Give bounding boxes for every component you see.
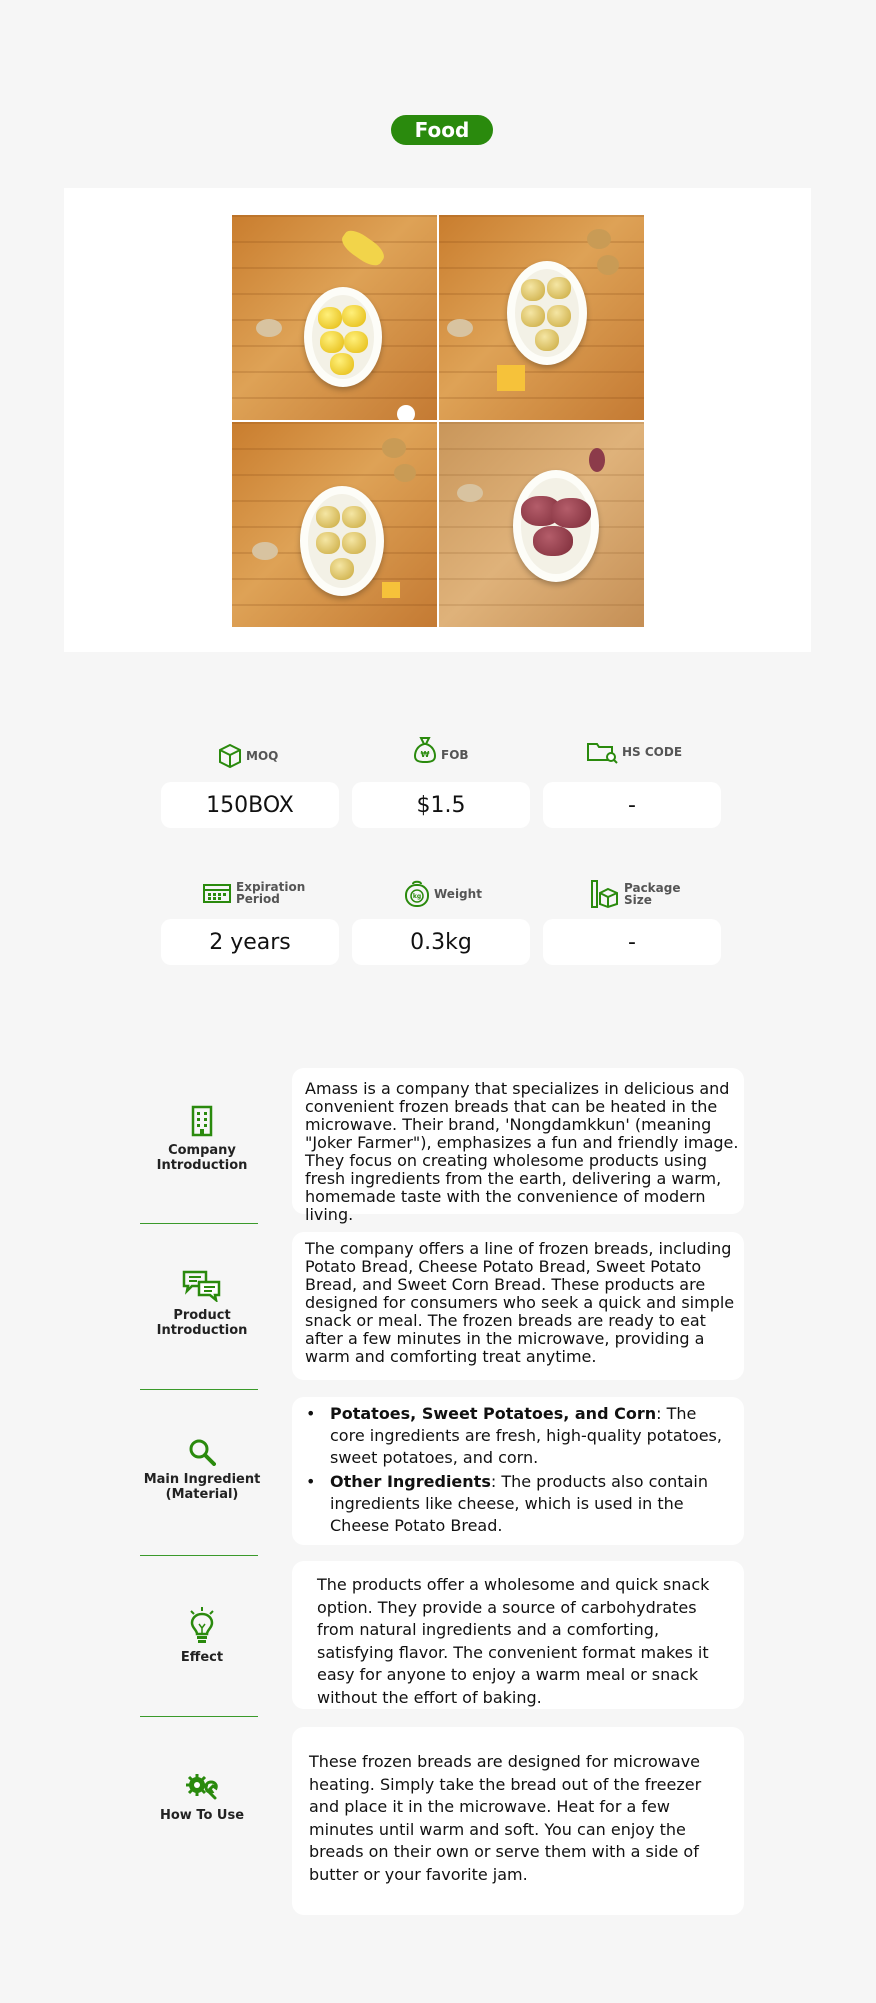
effect-text: The products offer a wholesome and quick snack option. They provide a source of carbohydrates from natural ingredients and a comforting, satisfying flavor. The convenient format makes it easy for anyone to enjoy a warm meal or snack without the effort of baking. xyxy=(317,1575,710,1707)
calendar-icon xyxy=(202,882,232,904)
main-ingredient-label: Main Ingredient (Material) xyxy=(137,1438,267,1502)
moq-label: MOQ xyxy=(218,743,278,769)
hs-code-label: HS CODE xyxy=(586,740,682,764)
list-item: • Potatoes, Sweet Potatoes, and Corn: The core ingredients are fresh, high-quality potatoes, sweet potatoes, and corn. xyxy=(302,1403,724,1469)
product-photo-panel xyxy=(64,188,811,652)
section-divider xyxy=(140,1716,258,1717)
weight-value: 0.3kg xyxy=(352,919,530,965)
product-photo-grid xyxy=(232,215,644,627)
company-introduction-label: Company Introduction xyxy=(137,1105,267,1173)
how-to-use-card xyxy=(292,1727,744,1915)
chat-bubbles-icon xyxy=(137,1270,267,1302)
fob-label: ₩ FOB xyxy=(413,736,469,764)
building-icon xyxy=(137,1105,267,1137)
section-divider xyxy=(140,1555,258,1556)
fob-value: $1.5 xyxy=(352,782,530,828)
effect-card xyxy=(292,1561,744,1709)
sweet-potato-bread-photo xyxy=(439,422,644,627)
package-size-label: Package Size xyxy=(590,879,681,909)
company-introduction-text: Amass is a company that specializes in delicious and convenient frozen breads that can be heated in the microwave. Their brand, 'Nongdamkkun' (meaning "Joker Farmer"), emphasizes a fun and friendly image. They focus on creating wholesome products using fresh ingredients from the earth, delivering a warm, homemade taste with the convenience of modern living. xyxy=(305,1079,739,1224)
gear-wrench-icon xyxy=(137,1772,267,1802)
moq-value: 150BOX xyxy=(161,782,339,828)
package-size-value: - xyxy=(543,919,721,965)
hs-code-value: - xyxy=(543,782,721,828)
lightbulb-icon xyxy=(137,1606,267,1644)
product-introduction-card xyxy=(292,1232,744,1380)
section-divider xyxy=(140,1389,258,1390)
effect-label: Effect xyxy=(137,1606,267,1665)
how-to-use-text: These frozen breads are designed for microwave heating. Simply take the bread out of the freezer and place it in the microwave. Heat for a few minutes until warm and soft. You can enjoy the breads on their own or serve them with a side of butter or your favorite jam. xyxy=(309,1752,702,1884)
ingredient-list xyxy=(302,1403,724,1537)
category-badge: Food xyxy=(391,115,493,145)
cheese-potato-bread-photo xyxy=(439,215,644,420)
potato-bread-photo xyxy=(232,422,437,627)
money-bag-icon xyxy=(413,736,437,764)
main-ingredient-card xyxy=(292,1397,744,1545)
scale-weight-icon xyxy=(404,880,430,908)
product-introduction-label: Product Introduction xyxy=(137,1270,267,1338)
list-item: • Other Ingredients: The products also contain ingredients like cheese, which is used in the Cheese Potato Bread. xyxy=(302,1471,724,1537)
folder-search-icon xyxy=(586,740,618,764)
section-divider xyxy=(140,1223,258,1224)
company-introduction-card xyxy=(292,1068,744,1224)
svg-text:₩: ₩ xyxy=(420,750,430,759)
sweet-corn-bread-photo xyxy=(232,215,437,420)
product-introduction-text: The company offers a line of frozen breads, including Potato Bread, Cheese Potato Bread, Sweet Potato Bread, and Sweet Corn Bread. These products are designed for consumers who seek a quick and simple snack or meal. The frozen breads are ready to eat after a few minutes in the microwave, providing a warm and comforting treat anytime. xyxy=(305,1239,735,1366)
how-to-use-label: How To Use xyxy=(137,1772,267,1823)
expiration-value: 2 years xyxy=(161,919,339,965)
expiration-label: Expiration Period xyxy=(202,881,305,905)
box-icon xyxy=(218,743,242,769)
svg-text:kg: kg xyxy=(412,893,422,900)
weight-label: kg Weight xyxy=(404,880,482,908)
ruler-box-icon xyxy=(590,879,620,909)
magnifier-icon xyxy=(137,1438,267,1466)
